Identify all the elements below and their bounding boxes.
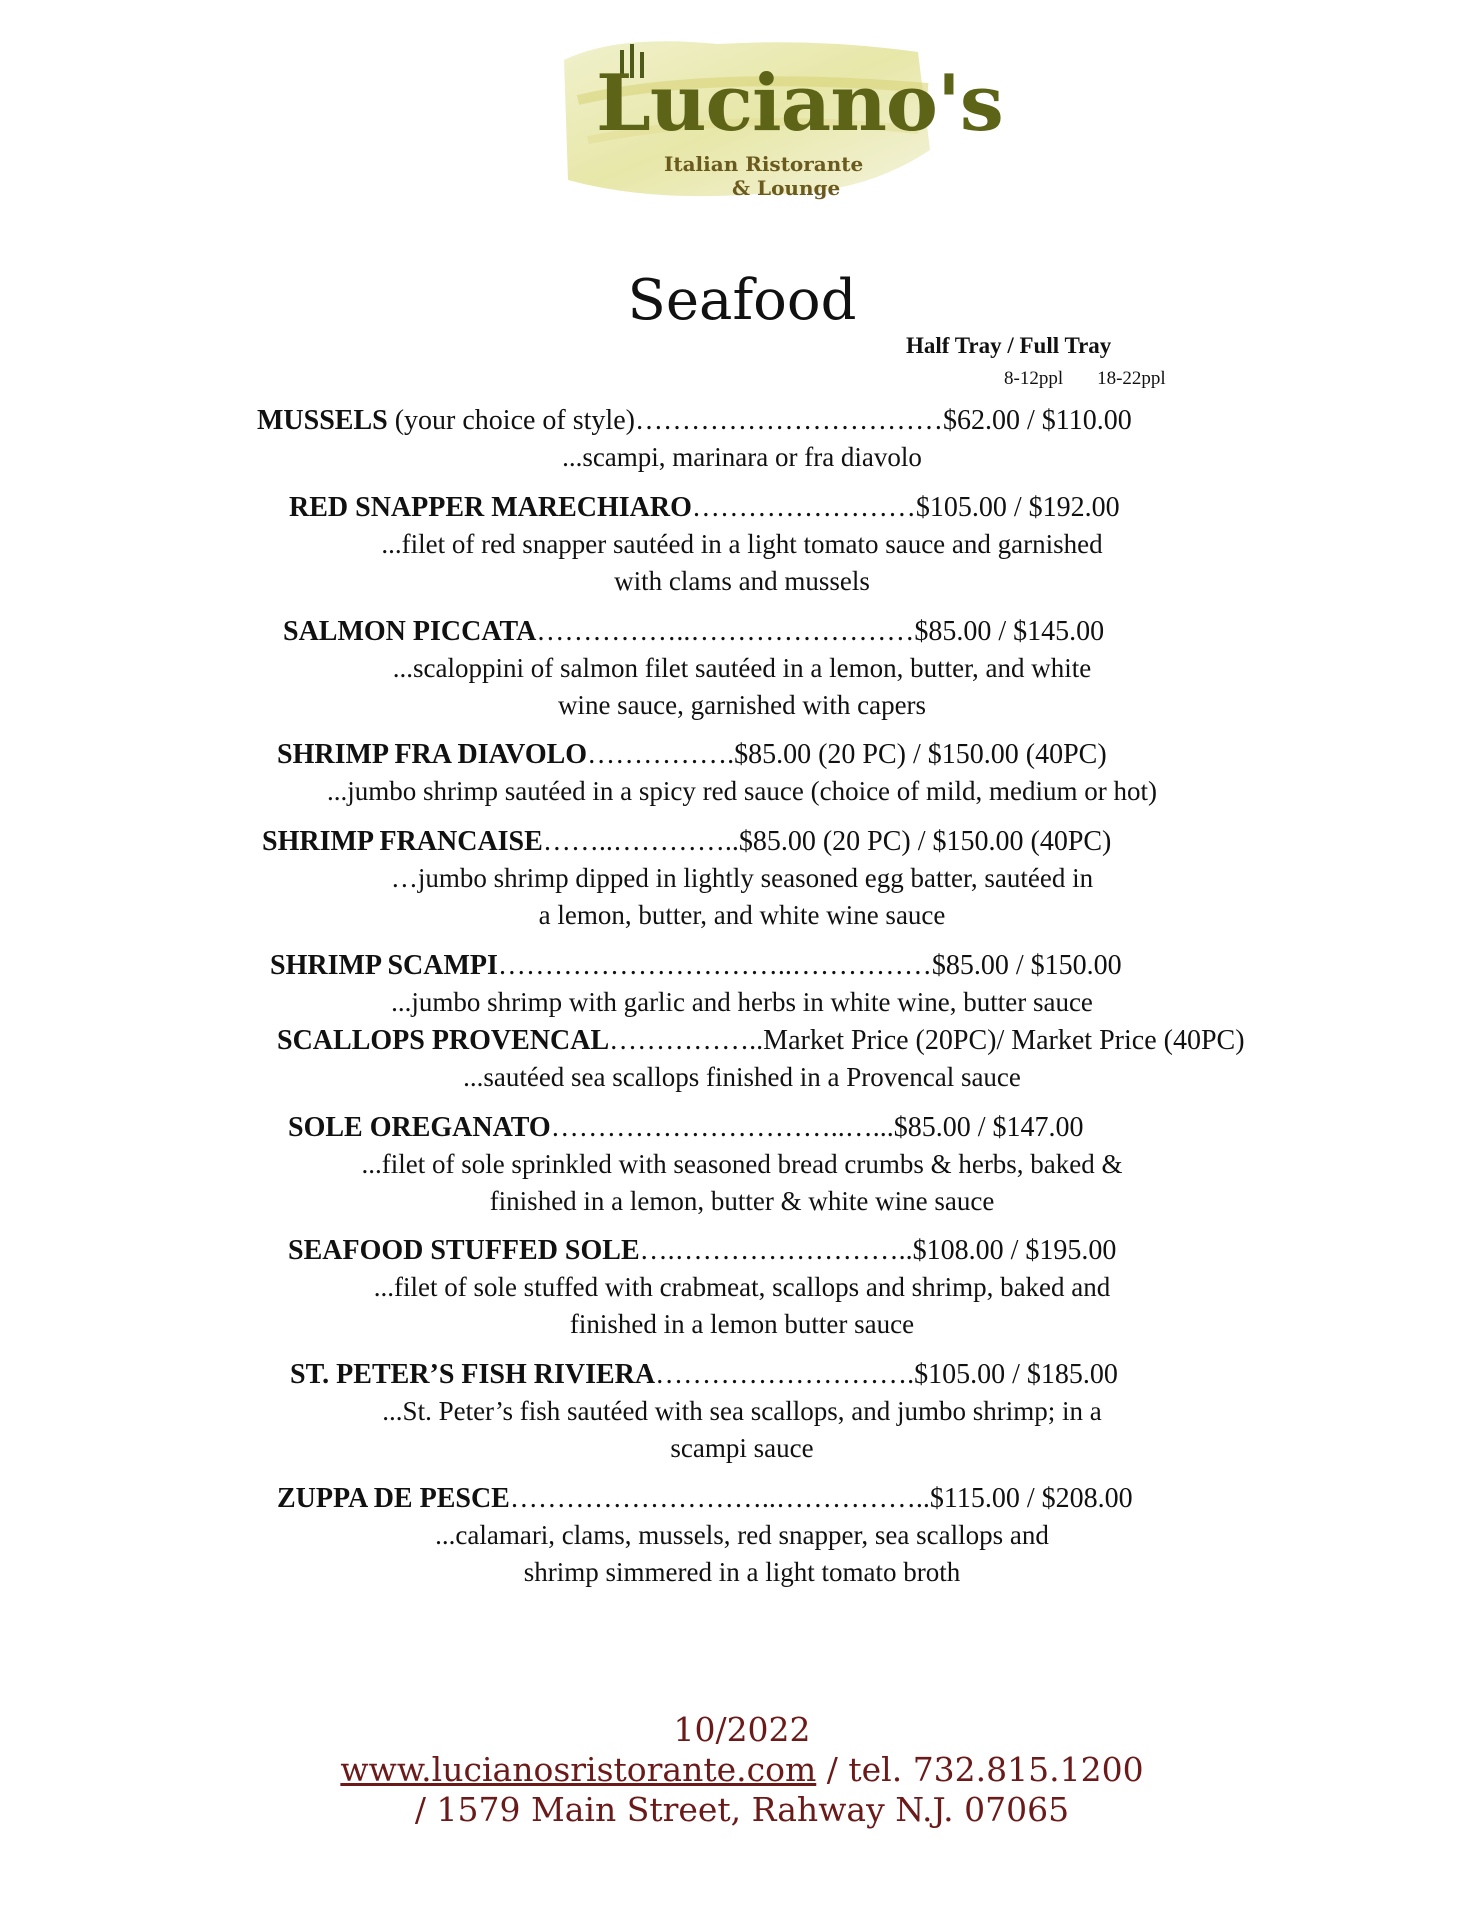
footer-contact	[0, 1750, 1484, 1790]
menu-item	[0, 1356, 1484, 1467]
menu-item	[0, 823, 1484, 934]
menu-item-name: SHRIMP FRANCAISE	[262, 826, 543, 857]
menu-item	[0, 1022, 1484, 1096]
menu-item	[0, 402, 1484, 476]
menu-item-desc: wine sauce, garnished with capers	[557, 690, 927, 720]
menu-item-line	[0, 823, 1484, 860]
menu-item-desc: scampi sauce	[670, 1433, 814, 1463]
logo-name: Luciano's	[596, 58, 1003, 149]
menu-item-name: SALMON PICCATA	[283, 616, 537, 647]
menu-item	[0, 1480, 1484, 1591]
menu-item-desc: finished in a lemon, butter & white wine sauce	[489, 1186, 995, 1216]
menu-item-desc: ...jumbo shrimp with garlic and herbs in white wine, butter sauce	[391, 987, 1093, 1017]
menu-item-dots: ……..…………..	[542, 826, 739, 857]
menu-item	[0, 489, 1484, 600]
menu-item-name: MUSSELS	[257, 405, 388, 436]
menu-item-name: ZUPPA DE PESCE	[277, 1483, 510, 1514]
menu-item-desc: shrimp simmered in a light tomato broth	[523, 1557, 961, 1587]
menu-item-desc: ...scampi, marinara or fra diavolo	[562, 442, 922, 472]
menu-item	[0, 1109, 1484, 1220]
footer-phone: / tel. 732.815.1200	[816, 1750, 1144, 1789]
logo-subtitle-2: & Lounge	[732, 176, 841, 200]
menu-item-line	[0, 613, 1484, 650]
menu-item-line	[0, 1022, 1484, 1059]
menu-item-line	[0, 947, 1484, 984]
menu-item	[0, 613, 1484, 724]
menu-item	[0, 736, 1484, 810]
half-tray-ppl: 8-12ppl	[1004, 368, 1064, 389]
logo-text-group	[558, 30, 1003, 202]
menu-item-dots: ……………………	[691, 492, 916, 523]
full-tray-ppl: 18-22ppl	[1097, 368, 1166, 389]
menu-item-dots: ……………………….	[655, 1359, 915, 1390]
menu-item	[0, 1232, 1484, 1343]
menu-item-dots: ……………………………	[634, 405, 943, 436]
menu-item-desc: ...jumbo shrimp sautéed in a spicy red sauce (choice of mild, medium or hot)	[326, 776, 1158, 806]
menu-item-line	[0, 402, 1484, 439]
menu-item-price: $105.00 / $192.00	[915, 492, 1120, 523]
menu-item-name: SOLE OREGANATO	[288, 1112, 551, 1143]
menu-item-desc: ...calamari, clams, mussels, red snapper, sea scallops and	[435, 1520, 1049, 1550]
menu-item	[0, 947, 1484, 1021]
logo-subtitle-1: Italian Ristorante	[664, 152, 864, 176]
menu-item-price: $85.00 / $147.00	[893, 1112, 1084, 1143]
menu-item-name: SEAFOOD STUFFED SOLE	[288, 1235, 640, 1266]
menu-item-desc: ...filet of sole stuffed with crabmeat, scallops and shrimp, baked and	[373, 1272, 1111, 1302]
menu-item-name: ST. PETER’S FISH RIVIERA	[290, 1359, 656, 1390]
menu-item-desc: ...scaloppini of salmon filet sautéed in a lemon, butter, and white	[392, 653, 1092, 683]
menu-item-desc: a lemon, butter, and white wine sauce	[538, 900, 946, 930]
tray-people-counts	[1004, 368, 1200, 390]
menu-item-price: $105.00 / $185.00	[914, 1359, 1118, 1390]
menu-item-desc: ...St. Peter’s fish sautéed with sea scallops, and jumbo shrimp; in a	[382, 1396, 1102, 1426]
menu-item-line	[0, 489, 1484, 526]
menu-item-dots: ……………..	[609, 1025, 764, 1056]
menu-item-price: $85.00 (20 PC) / $150.00 (40PC)	[738, 826, 1112, 857]
menu-item-dots: …………………………..……………	[497, 950, 932, 981]
menu-item-suffix: (your choice of style)	[387, 405, 635, 436]
menu-item-desc: ...filet of red snapper sautéed in a light tomato sauce and garnished	[381, 529, 1103, 559]
footer-date: 10/2022	[673, 1710, 811, 1749]
menu-item-dots: ….……………………..	[639, 1235, 913, 1266]
menu-item-dots: ……………..……………………	[536, 616, 915, 647]
menu-item-desc: ...sautéed sea scallops finished in a Provencal sauce	[463, 1062, 1021, 1092]
footer-address: / 1579 Main Street, Rahway N.J. 07065	[414, 1790, 1070, 1829]
menu-item-name: SHRIMP FRA DIAVOLO	[277, 739, 588, 770]
menu-item-dots: …………….	[587, 739, 735, 770]
menu-item-desc: finished in a lemon butter sauce	[569, 1309, 915, 1339]
tray-header: Half Tray / Full Tray	[906, 333, 1112, 358]
menu-item-price: $85.00 / $150.00	[931, 950, 1122, 981]
menu-item-line	[0, 1109, 1484, 1146]
section-title: Seafood	[627, 268, 857, 333]
menu-item-price: $85.00 (20 PC) / $150.00 (40PC)	[734, 739, 1107, 770]
menu-item-dots: ………………………..……………..	[509, 1483, 930, 1514]
restaurant-logo	[558, 30, 1003, 202]
menu-item-name: SCALLOPS PROVENCAL	[277, 1025, 610, 1056]
menu-item-price: $115.00 / $208.00	[929, 1483, 1133, 1514]
menu-item-price: $62.00 / $110.00	[942, 405, 1132, 436]
website-link[interactable]: www.lucianosristorante.com	[340, 1750, 817, 1789]
menu-item-price: $85.00 / $145.00	[914, 616, 1105, 647]
menu-item-desc: …jumbo shrimp dipped in lightly seasoned egg batter, sautéed in	[390, 863, 1094, 893]
menu-item-price: $108.00 / $195.00	[912, 1235, 1117, 1266]
menu-item-desc: with clams and mussels	[614, 566, 870, 596]
menu-item-name: RED SNAPPER MARECHIARO	[289, 492, 692, 523]
menu-item-dots: …………………………..…...	[550, 1112, 894, 1143]
menu-item-line	[0, 1232, 1484, 1269]
menu-item-price: Market Price (20PC)/ Market Price (40PC)	[763, 1025, 1245, 1056]
menu-item-line	[0, 1356, 1484, 1393]
footer	[0, 1710, 1484, 1830]
menu-item-line	[0, 1480, 1484, 1517]
menu-item-desc: ...filet of sole sprinkled with seasoned bread crumbs & herbs, baked &	[361, 1149, 1123, 1179]
menu-item-name: SHRIMP SCAMPI	[270, 950, 498, 981]
menu-item-line	[0, 736, 1484, 773]
